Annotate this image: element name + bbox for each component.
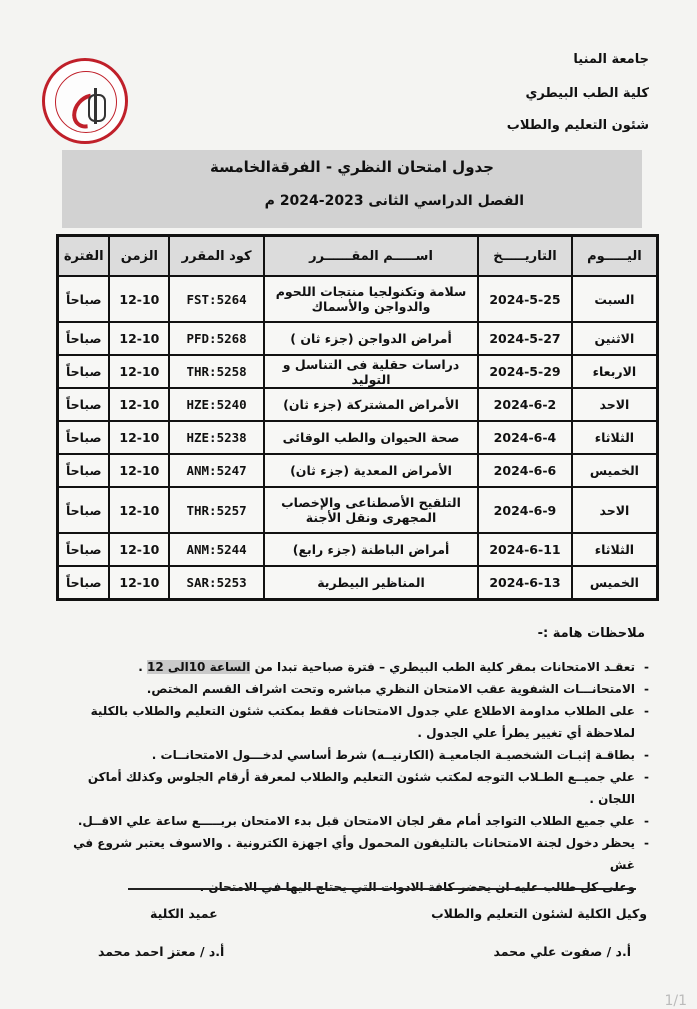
- header-day: اليـــــوم: [572, 236, 658, 277]
- title-box: [62, 150, 642, 228]
- note-text: تعقـد الامتحانات بمقر كلية الطب البيطري – فترة صباحية تبدا من: [250, 660, 635, 674]
- time-cell: 12-10: [109, 533, 169, 566]
- header-code: كود المقرر: [169, 236, 264, 277]
- staff-icon: [94, 88, 97, 124]
- code-cell: ANM:5244: [169, 533, 264, 566]
- day-cell: الخميس: [572, 566, 658, 600]
- day-cell: الاثنين: [572, 322, 658, 355]
- page-number: 1/1: [664, 993, 687, 1009]
- department-name: شئون التعليم والطلاب: [506, 118, 649, 133]
- period-cell: صباحاً: [58, 566, 110, 600]
- course-cell: أمراض الدواجن (جزء ثان ): [264, 322, 478, 355]
- schedule-title: جدول امتحان النظري - الفرقةالخامسة: [210, 158, 494, 176]
- day-cell: الخميس: [572, 454, 658, 487]
- course-cell: أمراض الباطنة (جزء رابع): [264, 533, 478, 566]
- note-item: - الامتحانـــات الشفوية عقب الامتحان النظري مباشره وتحت اشراف القسم المختص.: [48, 678, 653, 700]
- time-cell: 12-10: [109, 322, 169, 355]
- note-item: - على الطلاب مداومة الاطلاع علي جدول الامتحانات فقط بمكتب شئون التعليم والطلاب بالكلية: [48, 700, 653, 722]
- date-cell: 2024-6-6: [478, 454, 572, 487]
- logo-emblem: [55, 71, 117, 133]
- table-row: [58, 454, 658, 487]
- dean-title: عميد الكلية: [150, 906, 218, 921]
- dean-name: أ.د / معتز احمد محمد: [98, 944, 225, 959]
- note-item: - علي جميــع الطـلاب التوجه لمكتب شئون التعليم والطلاب لمعرفة أرقام الجلوس وكذلك أماكن اللجان .: [48, 766, 653, 810]
- date-cell: 2024-6-4: [478, 421, 572, 454]
- notes-heading: ملاحظات هامة :-: [537, 626, 645, 641]
- course-cell: سلامة وتكنولجيا منتجات اللحوم والدواجن والأسماك: [264, 276, 478, 322]
- note-item: - علي جميع الطلاب التواجد أمام مقر لجان الامتحان قبل بدء الامتحان بربـــــع ساعة علي الاقــل.: [48, 810, 653, 832]
- time-cell: 12-10: [109, 454, 169, 487]
- snake-icon: [88, 94, 106, 122]
- code-cell: THR:5257: [169, 487, 264, 533]
- note-item-continuation: لملاحظة أي تغيير يطرأ علي الجدول .: [417, 726, 635, 740]
- table-row: [58, 566, 658, 600]
- period-cell: صباحاً: [58, 322, 110, 355]
- signature-divider: [128, 888, 636, 890]
- course-cell: دراسات حقلية فى التناسل و التوليد: [264, 355, 478, 388]
- note-highlight: الساعة 10الى 12: [147, 660, 251, 674]
- course-cell: الأمراض المشتركة (جزء ثان): [264, 388, 478, 421]
- date-cell: 2024-6-2: [478, 388, 572, 421]
- date-cell: 2024-6-11: [478, 533, 572, 566]
- day-cell: الاحد: [572, 388, 658, 421]
- time-cell: 12-10: [109, 421, 169, 454]
- code-cell: ANM:5247: [169, 454, 264, 487]
- time-cell: 12-10: [109, 276, 169, 322]
- notes-list: [48, 656, 653, 898]
- time-cell: 12-10: [109, 355, 169, 388]
- note-item-continuation: وعلى كل طالب عليه ان يحضر كافة الادوات التي يحتاج اليها في الامتحان .: [199, 880, 635, 894]
- period-cell: صباحاً: [58, 276, 110, 322]
- time-cell: 12-10: [109, 388, 169, 421]
- time-cell: 12-10: [109, 487, 169, 533]
- period-cell: صباحاً: [58, 421, 110, 454]
- table-row: [58, 421, 658, 454]
- period-cell: صباحاً: [58, 388, 110, 421]
- code-cell: THR:5258: [169, 355, 264, 388]
- university-name: جامعة المنيا: [573, 52, 649, 67]
- course-cell: المناظير البيطرية: [264, 566, 478, 600]
- day-cell: الاربعاء: [572, 355, 658, 388]
- exam-schedule-table: [56, 234, 659, 601]
- date-cell: 2024-6-13: [478, 566, 572, 600]
- table-row: [58, 533, 658, 566]
- period-cell: صباحاً: [58, 454, 110, 487]
- vice-dean-name: أ.د / صفوت علي محمد: [493, 944, 631, 959]
- day-cell: السبت: [572, 276, 658, 322]
- code-cell: FST:5264: [169, 276, 264, 322]
- day-cell: الثلاثاء: [572, 421, 658, 454]
- semester-title: الفصل الدراسي الثانى 2023-2024 م: [264, 193, 524, 209]
- note-item: - يحظر دخول لجنة الامتحانات بالتليفون المحمول وأي اجهزة الكترونية . والاسوف يعتبر شروع في غش: [48, 832, 653, 876]
- period-cell: صباحاً: [58, 487, 110, 533]
- time-cell: 12-10: [109, 566, 169, 600]
- table-row: [58, 388, 658, 421]
- code-cell: HZE:5238: [169, 421, 264, 454]
- table-row: [58, 322, 658, 355]
- table-row: [58, 355, 658, 388]
- faculty-logo: [42, 58, 128, 144]
- course-cell: صحة الحيوان والطب الوقائى: [264, 421, 478, 454]
- vice-dean-title: وكيل الكلية لشئون التعليم والطلاب: [431, 906, 647, 921]
- header-period: الفترة: [58, 236, 110, 277]
- date-cell: 2024-6-9: [478, 487, 572, 533]
- header-date: التاريـــــخ: [478, 236, 572, 277]
- faculty-name: كلية الطب البيطري: [525, 86, 649, 101]
- date-cell: 2024-5-25: [478, 276, 572, 322]
- code-cell: SAR:5253: [169, 566, 264, 600]
- table-header-row: [58, 236, 658, 277]
- date-cell: 2024-5-27: [478, 322, 572, 355]
- code-cell: HZE:5240: [169, 388, 264, 421]
- date-cell: 2024-5-29: [478, 355, 572, 388]
- table-row: [58, 487, 658, 533]
- note-text: .: [138, 660, 148, 674]
- course-cell: الأمراض المعدية (جزء ثان): [264, 454, 478, 487]
- code-cell: PFD:5268: [169, 322, 264, 355]
- header-course: اســـــم المقــــــرر: [264, 236, 478, 277]
- day-cell: الثلاثاء: [572, 533, 658, 566]
- note-item: [48, 656, 653, 678]
- note-item: - بطاقـة إثبـات الشخصيـة الجامعيـة (الكارنيــه) شرط أساسي لدخـــول الامتحانــات .: [48, 744, 653, 766]
- table-row: [58, 276, 658, 322]
- period-cell: صباحاً: [58, 355, 110, 388]
- day-cell: الاحد: [572, 487, 658, 533]
- header-time: الزمن: [109, 236, 169, 277]
- course-cell: التلقيح الأصطناعى والإخصاب المجهرى ونقل الأجنة: [264, 487, 478, 533]
- period-cell: صباحاً: [58, 533, 110, 566]
